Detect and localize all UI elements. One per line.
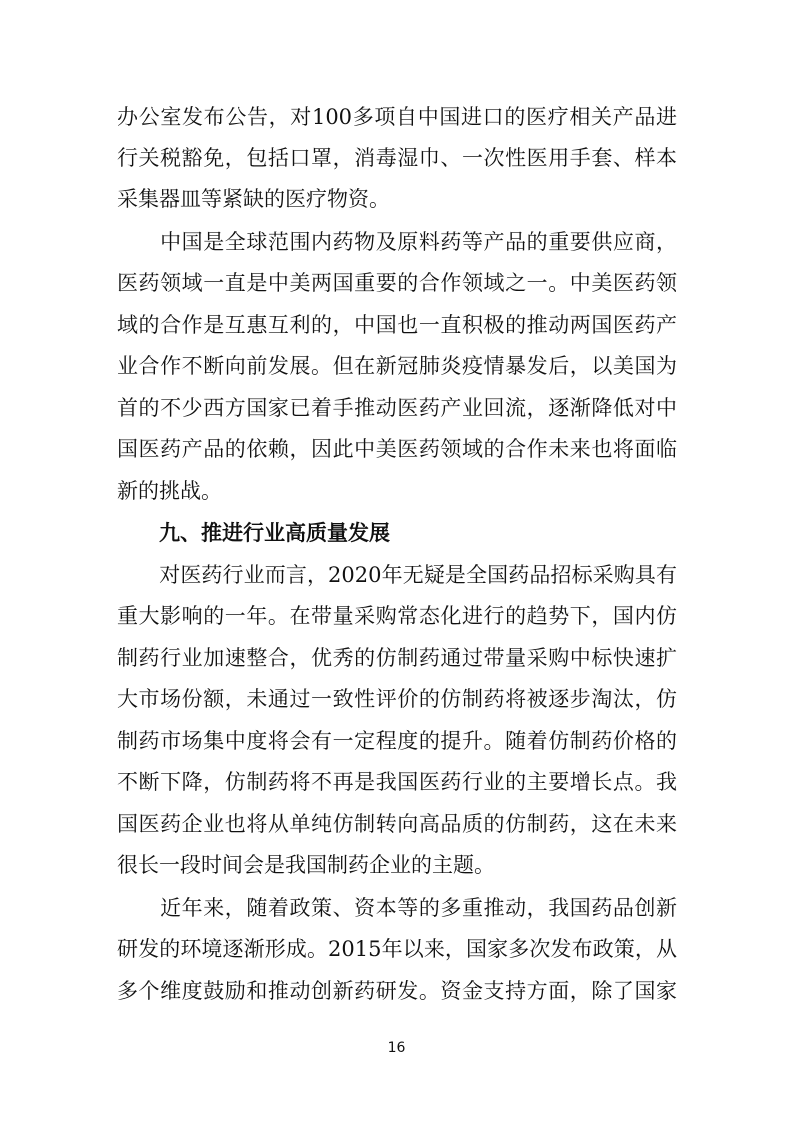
paragraph-line: 近年来，随着政策、资本等的多重推动，我国药品创新: [117, 896, 677, 920]
paragraph-line: 业合作不断向前发展。但在新冠肺炎疫情暴发后，以美国为: [117, 354, 677, 378]
paragraph-line: 大市场份额，未通过一致性评价的仿制药将被逐步淘汰，仿: [117, 687, 677, 711]
paragraph-line: 研发的环境逐渐形成。2015年以来，国家多次发布政策，从: [117, 937, 677, 961]
paragraph-line: 重大影响的一年。在带量采购常态化进行的趋势下，国内仿: [117, 604, 677, 628]
paragraph-line: 办公室发布公告，对100多项自中国进口的医疗相关产品进: [117, 105, 677, 129]
paragraph-line: 国医药企业也将从单纯仿制转向高品质的仿制药，这在未来: [117, 812, 677, 836]
paragraph-line: 采集器皿等紧缺的医疗物资。: [117, 187, 390, 211]
page-number: 16: [387, 1040, 406, 1056]
paragraph-line: 制药行业加速整合，优秀的仿制药通过带量采购中标快速扩: [117, 646, 677, 670]
paragraph-line: 很长一段时间会是我国制药企业的主题。: [117, 853, 495, 877]
paragraph-line: 行关税豁免，包括口罩，消毒湿巾、一次性医用手套、样本: [117, 146, 677, 170]
paragraph-line: 多个维度鼓励和推动创新药研发。资金支持方面，除了国家: [117, 979, 677, 1003]
paragraph-line: 国医药产品的依赖，因此中美医药领域的合作未来也将面临: [117, 437, 677, 461]
paragraph-line: 不断下降，仿制药将不再是我国医药行业的主要增长点。我: [117, 770, 677, 794]
paragraph-line: 制药市场集中度将会有一定程度的提升。随着仿制药价格的: [117, 729, 677, 753]
paragraph-line: 对医药行业而言，2020年无疑是全国药品招标采购具有: [117, 563, 677, 587]
paragraph-line: 域的合作是互惠互利的，中国也一直积极的推动两国医药产: [117, 313, 677, 337]
paragraph-line: 医药领域一直是中美两国重要的合作领域之一。中美医药领: [117, 271, 677, 295]
paragraph-line: 新的挑战。: [117, 479, 222, 503]
section-heading: 九、推进行业高质量发展: [117, 521, 390, 545]
paragraph-line: 中国是全球范围内药物及原料药等产品的重要供应商，: [117, 230, 677, 254]
paragraph-line: 首的不少西方国家已着手推动医药产业回流，逐渐降低对中: [117, 396, 677, 420]
